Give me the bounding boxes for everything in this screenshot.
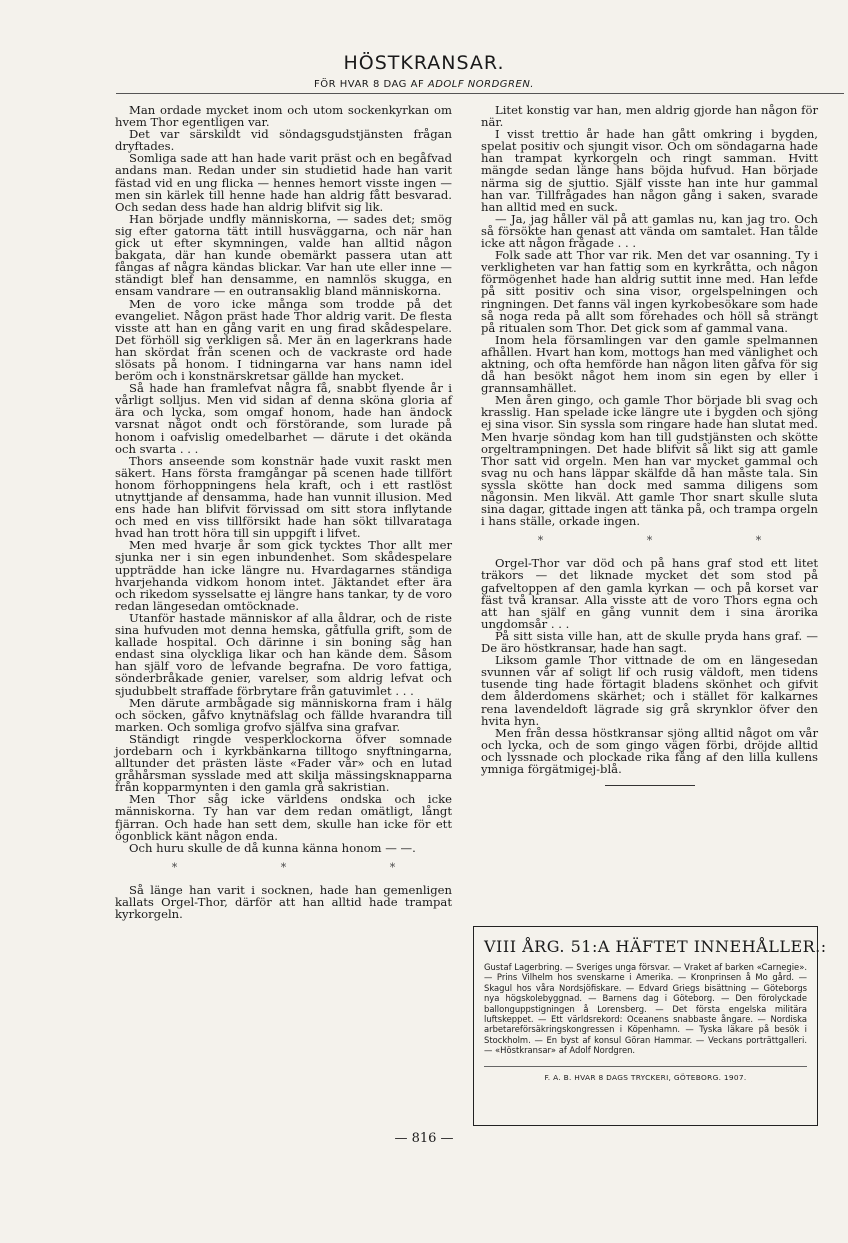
contents-list: Gustaf Lagerbring. — Sveriges unga försvar. — Vraket af barken «Carnegie». — Prins Vilhelm hos svenskarne i Amerika. — Kronprinsen å Mo gård. — Skagul hos våra Nordsjöfiskare. — Edvard Griegs bisättning — Göteborgs nya högskolebyggnad. — Barnens dag i Göteborg. — Den förolyckade ballonguppstigningen å Lorensberg. — Det första engelska militära luftskeppet. — Ett världsrekord: Oceanens snabbaste ångare. — Nordiska arbetareförsäkringskongressen i Köpenhamn. — Tyska läkare på besök i Stockholm. — En byst af konsul Göran Hammar. — Veckans porträttgalleri. — «Höstkransar» af Adolf Nordgren. — [484, 962, 807, 1056]
article-byline — [0, 79, 848, 90]
contents-box — [473, 926, 827, 1126]
paragraph: Litet konstig var han, men aldrig gjorde han någon för när. — [481, 103, 818, 130]
paragraph: Men med hvarje år som gick tycktes Thor allt mer sjunka ner i sin egen inbundenhet. Som skådespelare uppträdde han icke längre nu. Hvardagarnes ständiga hvarjehanda vidkom honom intet. Jäktandet efter ära och rikedom sysselsatte ej längre hans tankar, ty de voro redan längesedan omtöcknade. — [115, 538, 452, 613]
paragraph: Men de voro icke många som trodde på det evangeliet. Någon präst hade Thor aldrig varit. De flesta visste att han en gång varit en ung firad skådespelare. Det förhöll sig verkligen så. Mer än en lagerkrans hade han skördat från scenen och de vackraste ord hade slösats på honom. I tidningarna var hans namn idel beröm och i konstnärskretsar gällde han mycket. — [115, 296, 452, 384]
paragraph: Man ordade mycket inom och utom sockenkyrkan om hvem Thor egentligen var. — [115, 103, 452, 130]
paragraph: Han började undfly människorna, — sades det; smög sig efter gatorna tätt intill husväggarna, och när han gick ut efter skymningen, valde han alltid någon bakgata, där han kunde obemärkt passera utan att fångas af några kändas blickar. Var han ute eller inne — ständigt blef han densamme, en namnlös skugga, en ensam vandrare — en outransaklig bland människorna. — [115, 211, 452, 299]
page-number: — 816 — — [394, 1131, 454, 1146]
paragraph: Så hade han framlefvat några få, snabbt flyende år i vårligt solljus. Men vid sidan af denna sköna gloria af ära och lycka, som omgaf honom, hade han ändock varsnat något ondt och förstörande, som lurade på honom i oafvislig omedelbarhet — därute i det okända och svarta . . . — [115, 381, 452, 456]
paragraph: Utanför hastade människor af alla åldrar, och de riste sina hufvuden mot denna hemska, gåtfulla grift, som de kallade hospital. Och därinne i sin boning såg han endast sina olyckliga likar och han kände dem. Såsom han själf voro de lefvande begrafna. De voro fattiga, sönderbråkade genier, varelser, som aldrig lefvat och sjudubbelt straffade förbrytare från gatuvimlet . . . — [115, 610, 452, 698]
paragraph: Somliga sade att han hade varit präst och en begåfvad andans man. Redan under sin studietid hade han varit fästad vid en ung flicka — hennes hemort visste ingen — men sin kärlek till henne hade han aldrig fått besvarad. Och sedan dess hade han aldrig blifvit sig lik. — [115, 151, 452, 214]
byline-prefix: FÖR HVAR 8 DAG AF — [314, 79, 425, 90]
paragraph: Inom hela församlingen var den gamle spelmannen afhållen. Hvart han kom, mottogs han med vänlighet och aktning, och ofta hemförde han någon liten gåfva för sig då han besökt något hem inom sin egen by eller i grannsamhället. — [481, 332, 818, 396]
paragraph: Thors anseende som konstnär hade vuxit raskt men säkert. Hans första framgångar på scenen hade tillfört honom förhoppningens hela kraft, och i ett rastlöst utnyttjande af densamma, hade han vunnit illusion. Med ens hade han blifvit förvissad om sitt stora inflytande och med en viss tillförsikt hade han sökt tillvaratagа hvad han trott höra till sin uppgift i lifvet. — [115, 453, 452, 541]
printer-imprint: F. A. B. HVAR 8 DAGS TRYCKERI, GÖTEBORG. 1907. — [484, 1066, 807, 1082]
paragraph: Men därute armbågade sig människorna fram i hälg och söcken, gåfvo knytnäfslag och fällde hvarandra till marken. Och somliga grofvo själfva sina grafvar. — [115, 695, 452, 734]
paragraph: Folk sade att Thor var rik. Men det var osanning. Ty i verkligheten var han fattig som en kyrkråtta, och någon förmögenhet hade han aldrig suttit inne med. Han lefde på sitt positiv och sina visor, orgelspelningen och ringningen. Det fanns väl ingen kyrkobesökare som hade så noga reda på allt som förehades och höll så strängt på ritualen som Thor. Det gick som af gammal vana. — [481, 248, 818, 335]
left-column — [115, 104, 452, 1114]
header-rule — [116, 93, 844, 94]
section-separator: * * * — [171, 860, 446, 874]
paragraph: Så länge han varit i socknen, hade han gemenligen kallats Orgel-Thor, därför att han alltid hade trampat kyrkorgeln. — [115, 882, 452, 922]
contents-heading: VIII ÅRG. 51:A HÄFTET INNEHÅLLER.: — [484, 937, 827, 956]
paragraph: Orgel-Thor var död och på hans graf stod ett litet träkors — det liknade mycket det som stod på gafveltoppen af den gamla kyrkan — och på korset var fäst två kransar. Alla visste att de voro Thors egna och att han själf en gång vunnit dem i sina ärorika ungdomsår . . . — [481, 556, 818, 631]
paragraph: Det var särskildt vid söndagsgudstjänsten frågan dryftades. — [115, 127, 452, 154]
paragraph: I visst trettio år hade han gått omkring i bygden, spelat positiv och sjungit visor. Och om söndagarna hade han trampat kyrkorgeln och ringt samman. Hvitt mängde sedan länge hans böjda hufvud. Han började närma sig de sjuttio. Själf visste han inte hur gammal han var. Tillfrågades han någon gång i saken, svarade han alltid med en suck. — [481, 127, 818, 214]
paragraph: Ständigt ringde vesperklockorna öfver somnade jordebarn och i kyrkbänkarna tilltogo snyftningarna, alltunder det prästen läste «Fader vår» och en lutad gråhårsman sysslade med att skilja mässingsknapparna från kopparmynten i den gamla grå sakristian. — [115, 731, 452, 795]
paragraph: På sitt sista ville han, att de skulle pryda hans graf. — De äro höstkransar, hade han sagt. — [481, 628, 818, 656]
paragraph: Liksom gamle Thor vittnade de om en längesedan svunnen vår af soligt lif och rusig väldoft, men tidens tusende ting hade förtagit bladens skönhet och gifvit dem ålderdomens skärhet; och i stället för kalkarnes rena lavendeldoft lägrade sig grå skrynklor öfver den hvita hyn. — [481, 653, 818, 728]
right-column — [481, 103, 818, 776]
paragraph: Men åren gingo, och gamle Thor började bli svag och krasslig. Han spelade icke längre ute i bygden och sjöng ej sina visor. Sin syssla som ringare hade han slutat med. Men hvarje söndag kom han till gudstjänsten och skötte orgeltrampningen. Det hade blifvit så likt sig att gamle Thor satt vid orgeln. Men han var mycket gammal och svag nu och hans läppar skälfde då han måste tala. Sin syssla skötte han dock med samma diligens som någonsin. Men likväl. Att gamle Thor snart skulle sluta sina dagar, gittade ingen att tänka på, och trampa orgeln i hans ställe, orkade ingen. — [481, 393, 818, 529]
paragraph: Men Thor såg icke världens ondska och icke människorna. Ty han var dem redan omätligt, långt fjärran. Och hade han sett dem, skulle han icke för ett ögonblick känt någon enda. — [115, 792, 452, 843]
paragraph: — Ja, jag håller väl på att gamlas nu, kan jag tro. Och så försökte han genast att vända om samtalet. Han tålde icke att någon frågade . . . — [481, 211, 818, 251]
paragraph: Men från dessa höstkransar sjöng alltid något om vår och lycka, och de som gingo vägen förbi, dröjde alltid och lyssnade och plockade rika fång af den lilla kullens ymniga förgätmigej-blå. — [481, 725, 818, 776]
paragraph: Och huru skulle de då kunna känna honom — —. — [129, 840, 416, 855]
article-title: HÖSTKRANSAR. — [343, 52, 505, 74]
article-end-rule — [605, 785, 695, 786]
section-separator: * * * — [537, 534, 812, 548]
byline-author: ADOLF NORDGREN. — [427, 79, 534, 90]
